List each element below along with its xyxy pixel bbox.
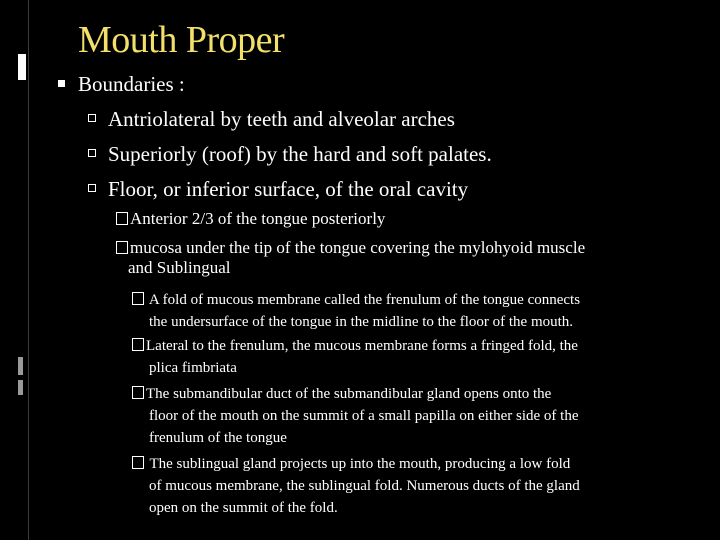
hollow-square-bullet-icon: [88, 149, 96, 157]
note-text: The submandibular duct of the submandibular gland opens onto the: [146, 386, 552, 402]
note-text-continued: plica fimbriata: [149, 360, 237, 376]
slide-title: Mouth Proper: [78, 19, 285, 61]
missing-glyph-icon: [116, 241, 128, 254]
note-text-continued: frenulum of the tongue: [149, 430, 287, 446]
filled-square-bullet-icon: [58, 80, 65, 87]
missing-glyph-icon: [116, 212, 128, 225]
note-frenulum: [132, 289, 672, 333]
missing-glyph-icon: [132, 292, 144, 305]
note-submandibular-duct: [132, 383, 672, 449]
sub-bullet-anterolateral: [88, 107, 455, 132]
note-plica-fimbriata: [132, 335, 672, 379]
missing-glyph-icon: [132, 338, 144, 351]
detail-text-continued: and Sublingual: [128, 258, 231, 277]
note-text-continued: the undersurface of the tongue in the midline to the floor of the mouth.: [149, 314, 574, 330]
note-text-continued: open on the summit of the fold.: [149, 500, 338, 516]
bullet-text: Boundaries :: [78, 72, 185, 96]
bullet-boundaries: [58, 72, 185, 97]
hollow-square-bullet-icon: [88, 184, 96, 192]
note-text-continued: of mucous membrane, the sublingual fold. Numerous ducts of the gland: [149, 478, 580, 494]
sub-bullet-superiorly: [88, 142, 492, 167]
detail-mucosa: [116, 238, 585, 278]
note-sublingual-gland: [132, 453, 672, 519]
note-text: The sublingual gland projects up into the mouth, producing a low fold: [146, 456, 571, 472]
missing-glyph-icon: [132, 456, 144, 469]
note-text-continued: floor of the mouth on the summit of a small papilla on either side of the: [149, 408, 579, 424]
sub-bullet-text: Superiorly (roof) by the hard and soft palates.: [108, 142, 492, 166]
left-edge-rule: [28, 0, 29, 540]
detail-text: Anterior 2/3 of the tongue posteriorly: [130, 209, 386, 228]
detail-text: mucosa under the tip of the tongue covering the mylohyoid muscle: [130, 238, 586, 257]
slide-marker-top: [18, 357, 23, 375]
note-text: Lateral to the frenulum, the mucous membrane forms a fringed fold, the: [146, 338, 578, 354]
note-text: A fold of mucous membrane called the frenulum of the tongue connects: [146, 292, 581, 308]
slide-marker-bottom: [18, 380, 23, 395]
sub-bullet-text: Antriolateral by teeth and alveolar arches: [108, 107, 455, 131]
hollow-square-bullet-icon: [88, 114, 96, 122]
sub-bullet-text: Floor, or inferior surface, of the oral cavity: [108, 177, 469, 201]
sub-bullet-floor: [88, 177, 468, 202]
slide-accent-bar: [18, 54, 26, 80]
missing-glyph-icon: [132, 386, 144, 399]
detail-anterior-tongue: [116, 209, 385, 229]
